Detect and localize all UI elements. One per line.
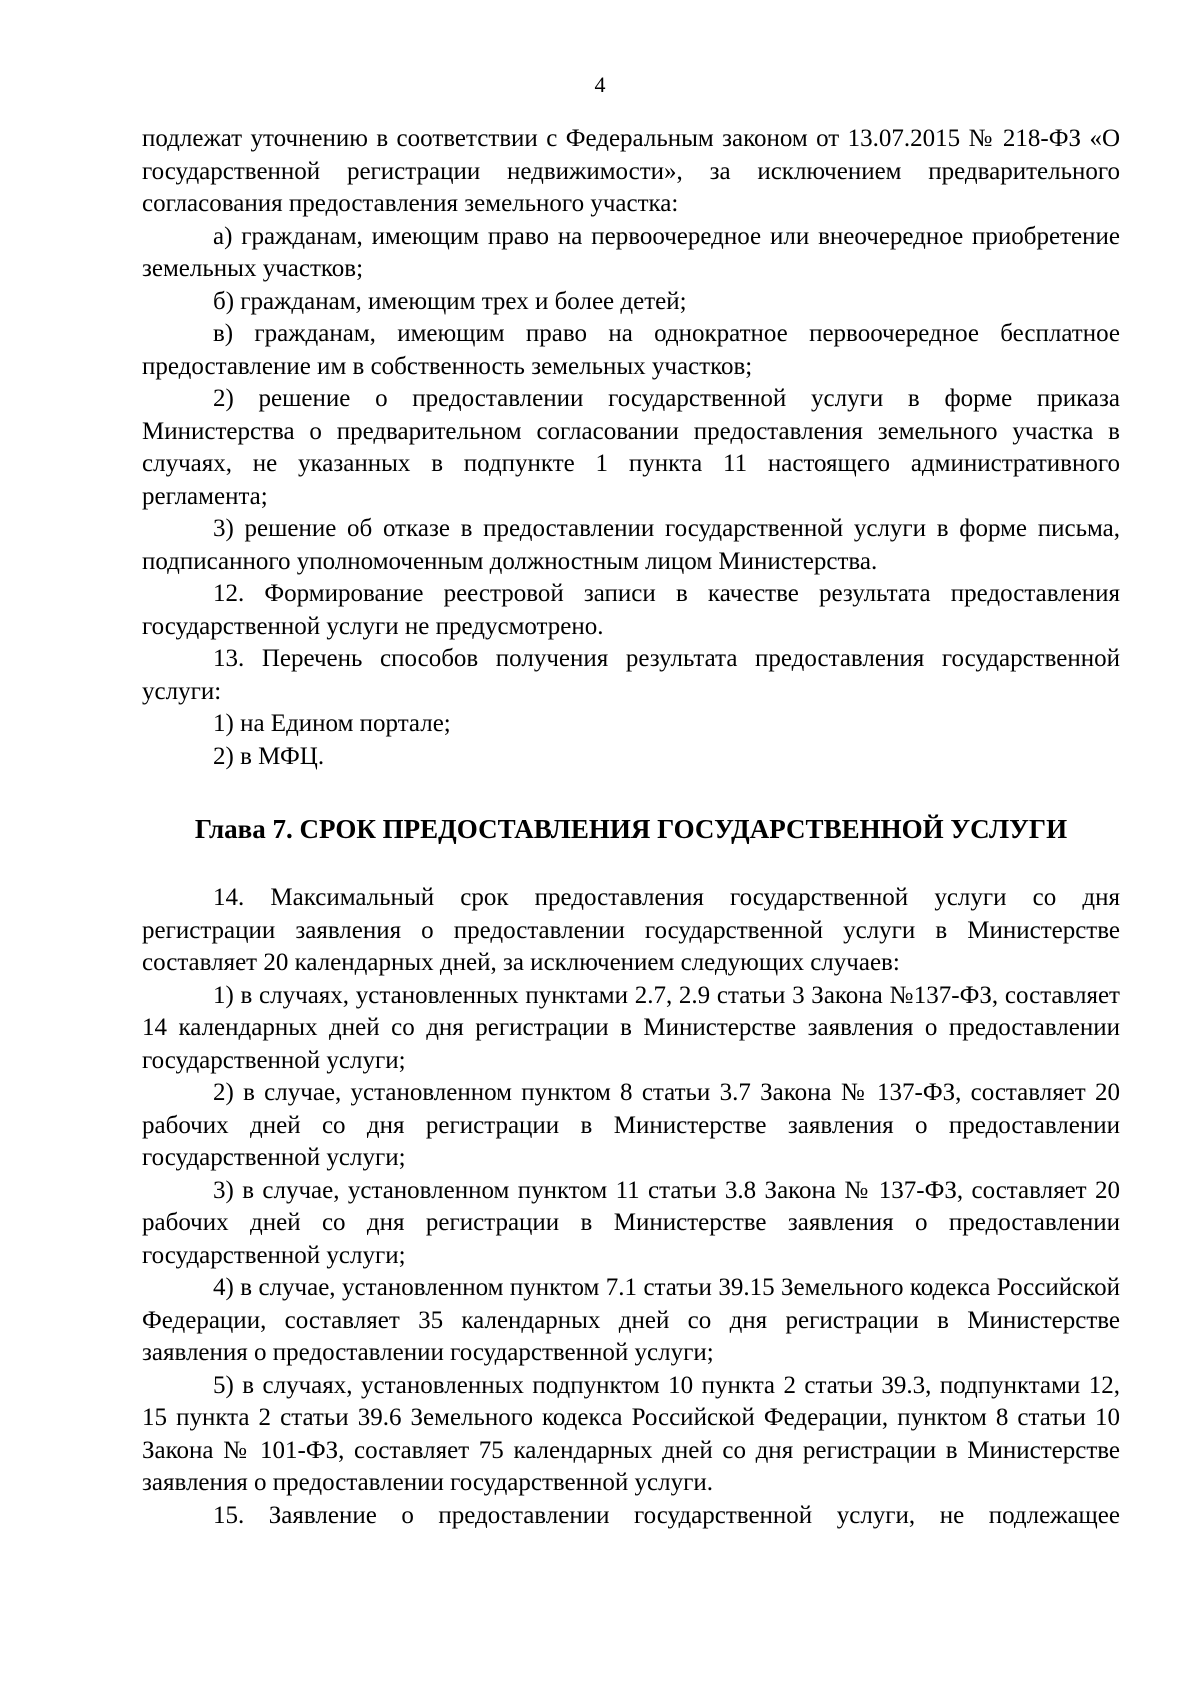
text-block-results — [142, 123, 1120, 773]
paragraph-13-item-2: 2) в МФЦ. — [213, 742, 325, 770]
paragraph-13: 13. Перечень способов получения результата предоставления государственной услуги: — [142, 645, 1120, 705]
paragraph-12: 12. Формирование реестровой записи в качестве результата предоставления государственной услуги не предусмотрено. — [142, 580, 1120, 640]
paragraph-14-item-1: 1) в случаях, установленных пунктами 2.7, 2.9 статьи 3 Закона №137-ФЗ, составляет 14 календарных дней со дня регистрации в Министерстве заявления о предоставлении государственной услуги; — [142, 981, 1120, 1074]
paragraph-result-2: 2) решение о предоставлении государственной услуги в форме приказа Министерства о предварительном согласовании предоставления земельного участка в случаях, не указанных в подпункте 1 пункта 11 настоящего административного регламента; — [142, 385, 1120, 510]
chapter-heading: Глава 7. СРОК ПРЕДОСТАВЛЕНИЯ ГОСУДАРСТВЕННОЙ УСЛУГИ — [194, 814, 1068, 844]
paragraph-clarification: подлежат уточнению в соответствии с Федеральным законом от 13.07.2015 № 218-ФЗ «О государственной регистрации недвижимости», за исключением предварительного согласования предоставления земельного участка: — [142, 125, 1120, 217]
paragraph-14-item-2: 2) в случае, установленном пунктом 8 статьи 3.7 Закона № 137-ФЗ, составляет 20 рабочих дней со дня регистрации в Министерстве заявления о предоставлении государственной услуги; — [142, 1079, 1120, 1171]
text-block-deadlines — [142, 882, 1120, 1532]
paragraph-14-item-5: 5) в случаях, установленных подпунктом 10 пункта 2 статьи 39.3, подпунктами 12, 15 пункта 2 статьи 39.6 Земельного кодекса Российской Федерации, пунктом 8 статьи 10 Закона № 101-ФЗ, составляет 75 календарных дней со дня регистрации в Министерстве заявления о предоставлении государственной услуги. — [142, 1371, 1120, 1496]
paragraph-14: 14. Максимальный срок предоставления государственной услуги со дня регистрации заявления о предоставлении государственной услуги в Министерстве составляет 20 календарных дней, за исключением следующих случаев: — [142, 884, 1120, 976]
paragraph-result-3: 3) решение об отказе в предоставлении государственной услуги в форме письма, подписанного уполномоченным должностным лицом Министерства. — [142, 515, 1120, 575]
paragraph-item-a: а) гражданам, имеющим право на первоочередное или внеочередное приобретение земельных участков; — [142, 222, 1120, 282]
paragraph-item-v: в) гражданам, имеющим право на однократное первоочередное бесплатное предоставление им в собственность земельных участков; — [142, 320, 1120, 380]
paragraph-14-item-4: 4) в случае, установленном пунктом 7.1 статьи 39.15 Земельного кодекса Российской Федерации, составляет 35 календарных дней со дня регистрации в Министерстве заявления о предоставлении государственной услуги; — [142, 1274, 1120, 1366]
paragraph-15: 15. Заявление о предоставлении государственной услуги, не подлежащее — [213, 1501, 1120, 1529]
paragraph-item-b: б) гражданам, имеющим трех и более детей; — [213, 287, 687, 315]
paragraph-13-item-1: 1) на Едином портале; — [213, 710, 451, 737]
page-number: 4 — [594, 72, 606, 97]
paragraph-14-item-3: 3) в случае, установленном пунктом 11 статьи 3.8 Закона № 137-ФЗ, составляет 20 рабочих дней со дня регистрации в Министерстве заявления о предоставлении государственной услуги; — [142, 1176, 1120, 1269]
